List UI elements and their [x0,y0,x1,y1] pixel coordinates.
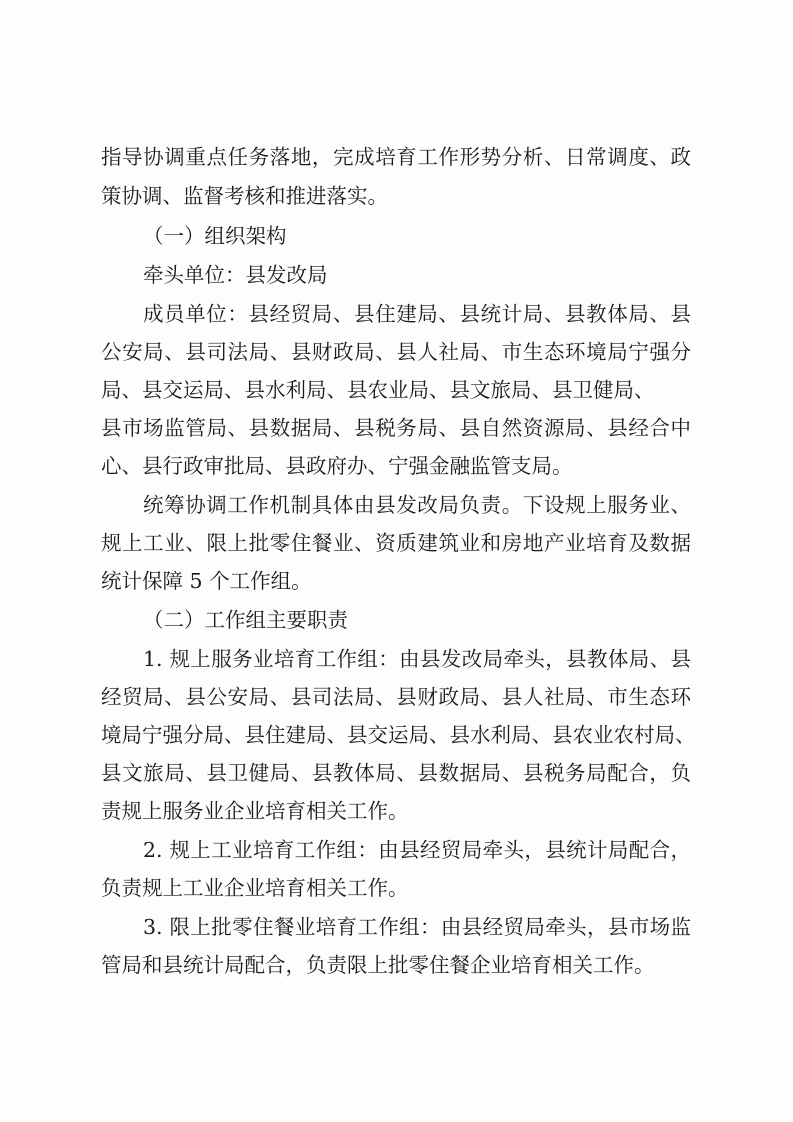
paragraph-line: 指导协调重点任务落地，完成培育工作形势分析、日常调度、政 [101,145,691,169]
member-units-line: 公安局、县司法局、县财政局、县人社局、市生态环境局宁强分 [101,340,691,364]
member-units-line: 局、县交运局、县水利局、县农业局、县文旅局、县卫健局、 [101,378,655,402]
paragraph-line: 统筹协调工作机制具体由县发改局负责。下设规上服务业、 [143,493,691,517]
duty-item-3-line: 管局和县统计局配合，负责限上批零住餐企业培育相关工作。 [101,953,655,977]
duty-item-3-line: 3. 限上批零住餐业培育工作组：由县经贸局牵头，县市场监 [143,915,691,939]
paragraph-line: 统计保障 5 个工作组。 [101,569,312,593]
section-heading-organization: （一）组织架构 [143,224,287,248]
duty-item-1-line: 1. 规上服务业培育工作组：由县发改局牵头，县教体局、县 [143,647,691,671]
paragraph-line: 规上工业、限上批零住餐业、资质建筑业和房地产业培育及数据 [101,531,691,555]
duty-item-2-line: 2. 规上工业培育工作组：由县经贸局牵头，县统计局配合， [143,838,691,862]
lead-unit-line: 牵头单位：县发改局 [143,263,328,287]
paragraph-line: 策协调、监督考核和推进落实。 [101,184,388,208]
section-heading-duties: （二）工作组主要职责 [143,608,348,632]
duty-item-2-line: 负责规上工业企业培育相关工作。 [101,876,409,900]
duty-item-1-line: 境局宁强分局、县住建局、县交运局、县水利局、县农业农村局、 [101,723,696,747]
duty-item-1-line: 经贸局、县公安局、县司法局、县财政局、县人社局、市生态环 [101,685,691,709]
duty-item-1-line: 责规上服务业企业培育相关工作。 [101,799,409,823]
member-units-line: 成员单位：县经贸局、县住建局、县统计局、县教体局、县 [143,302,691,326]
duty-item-1-line: 县文旅局、县卫健局、县教体局、县数据局、县税务局配合，负 [101,761,691,785]
member-units-line: 县市场监管局、县数据局、县税务局、县自然资源局、县经合中 [101,416,691,440]
member-units-line: 心、县行政审批局、县政府办、宁强金融监管支局。 [101,454,573,478]
